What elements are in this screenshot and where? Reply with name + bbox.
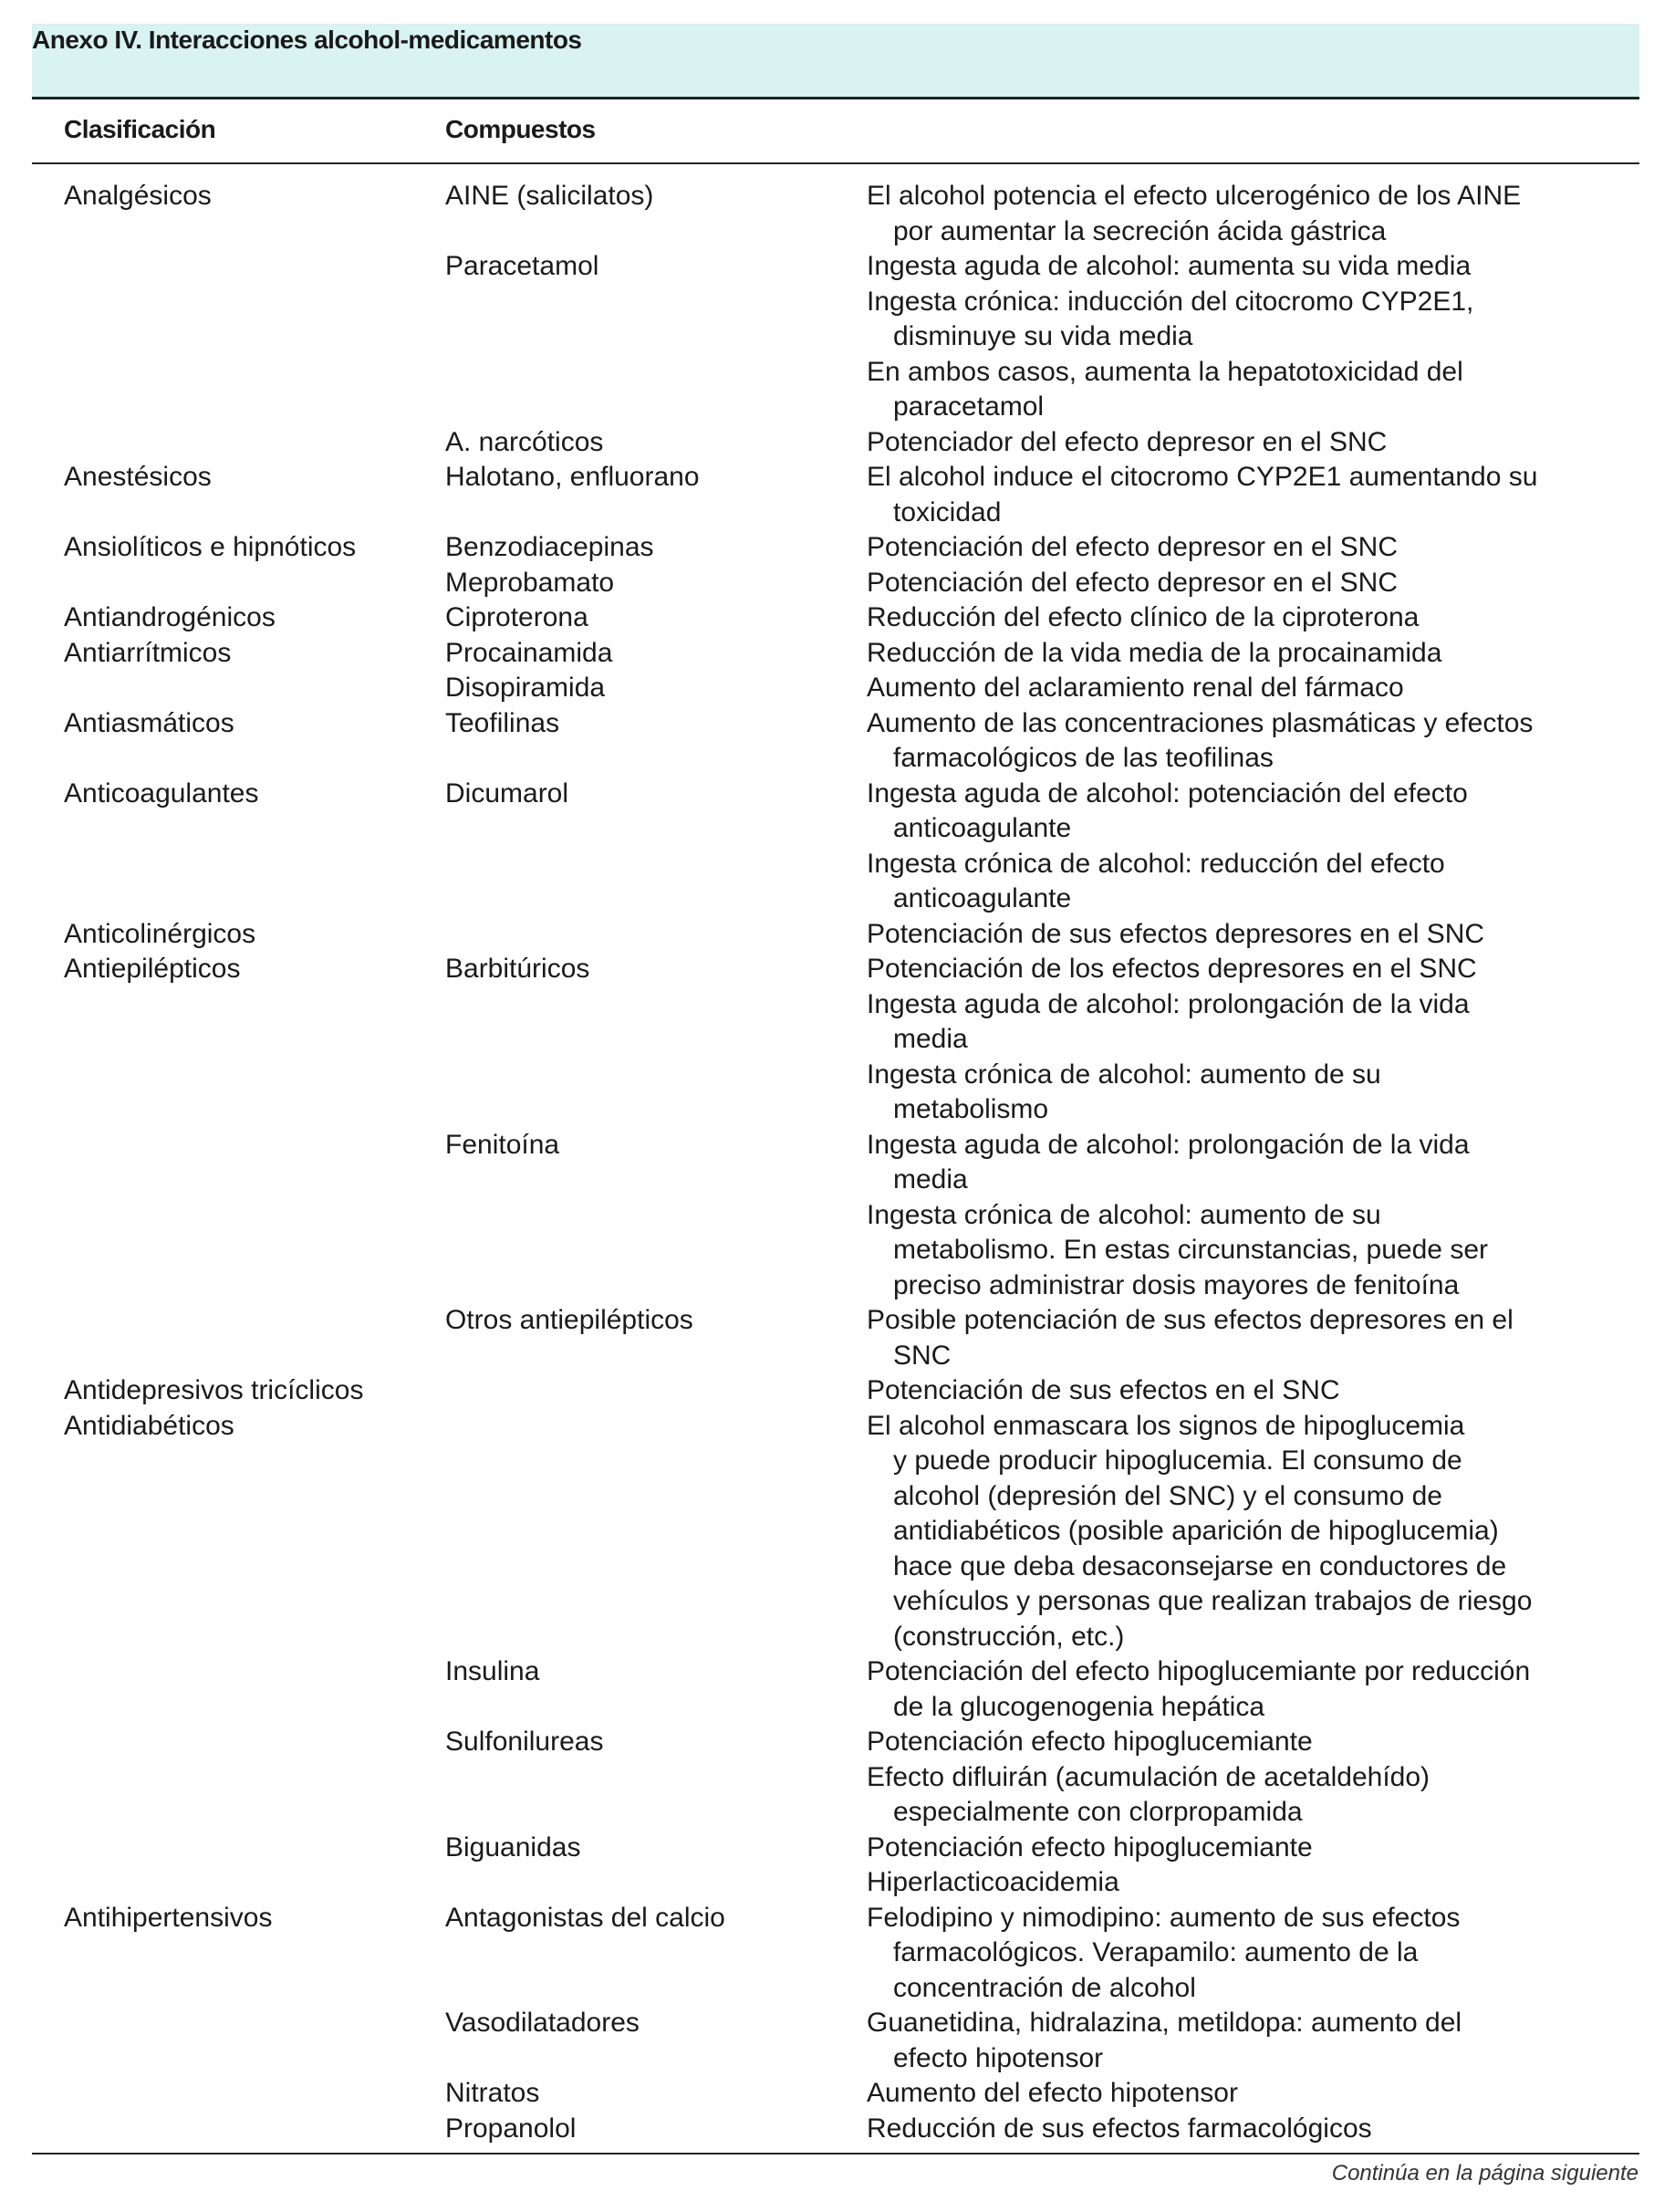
effect-line: alcohol (depresión del SNC) y el consumo de bbox=[893, 1480, 1442, 1511]
effect-line: Potenciación del efecto depresor en el SNC bbox=[867, 532, 1399, 562]
effect-item bbox=[867, 425, 1675, 461]
effect-line: anticoagulante bbox=[893, 883, 1072, 913]
effect-line: Potenciador del efecto depresor en el SNC bbox=[867, 426, 1388, 457]
effect-line: Aumento del efecto hipotensor bbox=[867, 2078, 1238, 2108]
effect-line: antidiabéticos (posible aparición de hipoglucemia) bbox=[893, 1516, 1499, 1546]
effects-cell bbox=[867, 179, 1675, 249]
compound-cell: Halotano, enfluorano bbox=[445, 462, 700, 492]
table-row bbox=[0, 425, 1675, 461]
effect-item bbox=[867, 847, 1675, 917]
effect-item bbox=[867, 530, 1675, 566]
classification-cell: Antiandrogénicos bbox=[64, 602, 276, 632]
effect-line: Ingesta crónica de alcohol: aumento de su bbox=[867, 1199, 1381, 1230]
effects-cell bbox=[867, 671, 1675, 706]
effect-line: Reducción del efecto clínico de la ciproterona bbox=[867, 602, 1420, 632]
effect-item bbox=[867, 566, 1675, 601]
effects-cell bbox=[867, 777, 1675, 917]
effect-line: Felodipino y nimodipino: aumento de sus efectos bbox=[867, 1902, 1461, 1933]
effect-line: Ingesta crónica: inducción del citocromo CYP2E1, bbox=[867, 286, 1474, 317]
effects-cell bbox=[867, 600, 1675, 636]
effect-line: Ingesta crónica de alcohol: aumento de su bbox=[867, 1059, 1381, 1090]
compound-cell: Meprobamato bbox=[445, 567, 615, 598]
compound-cell: Fenitoína bbox=[445, 1129, 560, 1160]
effect-line: anticoagulante bbox=[893, 813, 1072, 843]
table-row bbox=[0, 2006, 1675, 2076]
effect-line: El alcohol enmascara los signos de hipoglucemia bbox=[867, 1410, 1465, 1441]
effects-cell bbox=[867, 1303, 1675, 1373]
header-divider bbox=[32, 162, 1639, 164]
effects-cell bbox=[867, 1831, 1675, 1901]
compound-cell: Procainamida bbox=[445, 637, 613, 668]
effect-line: (construcción, etc.) bbox=[893, 1621, 1125, 1652]
table-row bbox=[0, 1128, 1675, 1304]
table-row bbox=[0, 460, 1675, 530]
table-body bbox=[0, 179, 1675, 2146]
effect-line: Hiperlacticoacidemia bbox=[867, 1867, 1119, 1897]
effect-line: vehículos y personas que realizan trabajos de riesgo bbox=[893, 1586, 1533, 1616]
table-row bbox=[0, 1831, 1675, 1901]
effect-line: El alcohol potencia el efecto ulcerogénico de los AINE bbox=[867, 181, 1522, 211]
classification-cell: Antiarrítmicos bbox=[64, 637, 232, 668]
compound-cell: Antagonistas del calcio bbox=[445, 1902, 725, 1933]
classification-cell: Anticolinérgicos bbox=[64, 918, 256, 949]
table-row bbox=[0, 2076, 1675, 2112]
effect-line: media bbox=[893, 1164, 968, 1195]
compound-cell: Biguanidas bbox=[445, 1831, 581, 1862]
effect-item bbox=[867, 1725, 1675, 1760]
effect-line: Aumento del aclaramiento renal del fármaco bbox=[867, 673, 1404, 703]
effects-cell bbox=[867, 1409, 1675, 1655]
effect-line: farmacológicos de las teofilinas bbox=[893, 743, 1274, 773]
effect-item bbox=[867, 2112, 1675, 2147]
table-row bbox=[0, 1654, 1675, 1725]
compound-cell: Insulina bbox=[445, 1656, 540, 1686]
effects-cell bbox=[867, 706, 1675, 777]
effect-line: Potenciación efecto hipoglucemiante bbox=[867, 1831, 1313, 1862]
effect-line: por aumentar la secreción ácida gástrica bbox=[893, 215, 1387, 246]
table-row bbox=[0, 1303, 1675, 1373]
effect-line: Ingesta aguda de alcohol: potenciación del efecto bbox=[867, 777, 1468, 809]
effects-cell bbox=[867, 530, 1675, 566]
effect-line: El alcohol induce el citocromo CYP2E1 aumentando su bbox=[867, 462, 1538, 492]
effects-cell bbox=[867, 636, 1675, 672]
effect-line: paracetamol bbox=[893, 391, 1045, 422]
effects-cell bbox=[867, 566, 1675, 601]
table-row bbox=[0, 917, 1675, 953]
effect-item bbox=[867, 179, 1675, 249]
compound-cell: Sulfonilureas bbox=[445, 1727, 604, 1757]
effect-item bbox=[867, 706, 1675, 777]
effect-line: En ambos casos, aumenta la hepatotoxicidad del bbox=[867, 356, 1463, 387]
effect-line: Aumento de las concentraciones plasmáticas y efectos bbox=[867, 707, 1534, 738]
table-row bbox=[0, 706, 1675, 777]
effects-cell bbox=[867, 1725, 1675, 1831]
effect-line: especialmente con clorpropamida bbox=[893, 1797, 1303, 1827]
effect-line: Potenciación del efecto depresor en el SNC bbox=[867, 567, 1399, 598]
table-row bbox=[0, 1725, 1675, 1831]
table-row bbox=[0, 249, 1675, 425]
effect-line: metabolismo. En estas circunstancias, puede ser bbox=[893, 1235, 1488, 1265]
compound-cell: Vasodilatadores bbox=[445, 2008, 640, 2038]
classification-cell: Ansiolíticos e hipnóticos bbox=[64, 532, 357, 562]
effect-line: Potenciación de sus efectos en el SNC bbox=[867, 1375, 1340, 1405]
column-header-classification: Clasificación bbox=[64, 115, 216, 143]
effect-item bbox=[867, 1409, 1675, 1655]
classification-cell: Antidiabéticos bbox=[64, 1410, 234, 1441]
effect-item bbox=[867, 1901, 1675, 2007]
effect-line: media bbox=[893, 1024, 968, 1054]
compound-cell: Paracetamol bbox=[445, 251, 599, 281]
table-row bbox=[0, 636, 1675, 672]
effect-line: disminuye su vida media bbox=[893, 321, 1193, 351]
effects-cell bbox=[867, 460, 1675, 530]
effects-cell bbox=[867, 2006, 1675, 2076]
column-header-compounds: Compuestos bbox=[445, 115, 596, 143]
effect-line: SNC bbox=[893, 1340, 952, 1371]
effect-item bbox=[867, 1198, 1675, 1304]
table-row bbox=[0, 1409, 1675, 1655]
effect-line: Guanetidina, hidralazina, metildopa: aumento del bbox=[867, 2008, 1462, 2038]
classification-cell: Antiepilépticos bbox=[64, 954, 241, 984]
table-row bbox=[0, 600, 1675, 636]
effect-item bbox=[867, 1058, 1675, 1128]
effect-line: Potenciación del efecto hipoglucemiante por reducción bbox=[867, 1656, 1531, 1686]
classification-cell: Antidepresivos tricíclicos bbox=[64, 1375, 364, 1405]
effect-line: farmacológicos. Verapamilo: aumento de la bbox=[893, 1937, 1419, 1967]
effects-cell bbox=[867, 1128, 1675, 1304]
compound-cell: Benzodiacepinas bbox=[445, 532, 654, 562]
effect-line: metabolismo bbox=[893, 1094, 1049, 1124]
compound-cell: Teofilinas bbox=[445, 707, 560, 738]
effect-item bbox=[867, 1760, 1675, 1831]
effect-item bbox=[867, 1654, 1675, 1725]
effect-line: Posible potenciación de sus efectos depresores en el bbox=[867, 1305, 1514, 1335]
effects-cell bbox=[867, 952, 1675, 1128]
compound-cell: Disopiramida bbox=[445, 673, 606, 703]
table-row bbox=[0, 1373, 1675, 1409]
table-row bbox=[0, 671, 1675, 706]
compound-cell: Otros antiepilépticos bbox=[445, 1305, 693, 1335]
effect-line: de la glucogenogenia hepática bbox=[893, 1691, 1265, 1722]
effect-item bbox=[867, 1303, 1675, 1373]
effects-cell bbox=[867, 1373, 1675, 1409]
classification-cell: Anticoagulantes bbox=[64, 777, 259, 809]
compound-cell: AINE (salicilatos) bbox=[445, 181, 654, 211]
effect-line: Potenciación de sus efectos depresores en el SNC bbox=[867, 918, 1485, 949]
effects-cell bbox=[867, 1901, 1675, 2007]
effect-line: Ingesta aguda de alcohol: prolongación de la vida bbox=[867, 988, 1470, 1019]
effect-item bbox=[867, 285, 1675, 355]
effect-item bbox=[867, 952, 1675, 987]
classification-cell: Antiasmáticos bbox=[64, 707, 234, 738]
effects-cell bbox=[867, 1654, 1675, 1725]
compound-cell: Ciproterona bbox=[445, 602, 588, 632]
effect-line: Efecto difluirán (acumulación de acetaldehído) bbox=[867, 1761, 1431, 1792]
compound-cell: Nitratos bbox=[445, 2078, 540, 2108]
effect-item bbox=[867, 2006, 1675, 2076]
table-row bbox=[0, 1901, 1675, 2007]
table-row bbox=[0, 179, 1675, 249]
table-title: Anexo IV. Interacciones alcohol-medicamentos bbox=[32, 26, 582, 54]
classification-cell: Antihipertensivos bbox=[64, 1902, 273, 1933]
effect-item bbox=[867, 355, 1675, 425]
effect-line: concentración de alcohol bbox=[893, 1972, 1196, 2003]
effect-item bbox=[867, 987, 1675, 1058]
table-row bbox=[0, 566, 1675, 601]
table-row bbox=[0, 530, 1675, 566]
effect-item bbox=[867, 777, 1675, 847]
effect-line: Ingesta aguda de alcohol: prolongación de la vida bbox=[867, 1129, 1470, 1160]
effect-line: preciso administrar dosis mayores de fenitoína bbox=[893, 1269, 1460, 1300]
effect-item bbox=[867, 1373, 1675, 1409]
effect-line: Reducción de sus efectos farmacológicos bbox=[867, 2113, 1372, 2144]
table-row bbox=[0, 952, 1675, 1128]
effects-cell bbox=[867, 249, 1675, 425]
effects-cell bbox=[867, 425, 1675, 461]
effect-item bbox=[867, 1831, 1675, 1866]
effect-line: hace que deba desaconsejarse en conductores de bbox=[893, 1550, 1507, 1581]
effects-cell bbox=[867, 2076, 1675, 2112]
effect-item bbox=[867, 671, 1675, 706]
effect-item bbox=[867, 917, 1675, 953]
effect-item bbox=[867, 1128, 1675, 1198]
table-bottom-divider bbox=[32, 2153, 1639, 2155]
classification-cell: Analgésicos bbox=[64, 181, 212, 211]
table-row bbox=[0, 777, 1675, 917]
effect-line: Reducción de la vida media de la procainamida bbox=[867, 637, 1442, 668]
effect-line: Ingesta aguda de alcohol: aumenta su vida media bbox=[867, 251, 1472, 281]
effect-item bbox=[867, 460, 1675, 530]
compound-cell: Barbitúricos bbox=[445, 954, 590, 984]
compound-cell: A. narcóticos bbox=[445, 426, 604, 457]
effect-item bbox=[867, 636, 1675, 672]
effect-item bbox=[867, 249, 1675, 285]
effect-line: efecto hipotensor bbox=[893, 2042, 1104, 2073]
classification-cell: Anestésicos bbox=[64, 462, 212, 492]
effect-line: Potenciación de los efectos depresores en el SNC bbox=[867, 954, 1477, 984]
effect-item bbox=[867, 600, 1675, 636]
effect-line: Potenciación efecto hipoglucemiante bbox=[867, 1727, 1313, 1757]
effect-item bbox=[867, 1865, 1675, 1901]
effect-line: Ingesta crónica de alcohol: reducción del efecto bbox=[867, 848, 1445, 879]
effect-item bbox=[867, 2076, 1675, 2112]
effects-cell bbox=[867, 2112, 1675, 2147]
continuation-note: Continúa en la página siguiente bbox=[1331, 2161, 1639, 2186]
table-row bbox=[0, 2112, 1675, 2147]
effects-cell bbox=[867, 917, 1675, 953]
effect-line: toxicidad bbox=[893, 496, 1002, 527]
effect-line: y puede producir hipoglucemia. El consumo de bbox=[893, 1445, 1462, 1476]
compound-cell: Propanolol bbox=[445, 2113, 577, 2144]
compound-cell: Dicumarol bbox=[445, 777, 569, 809]
